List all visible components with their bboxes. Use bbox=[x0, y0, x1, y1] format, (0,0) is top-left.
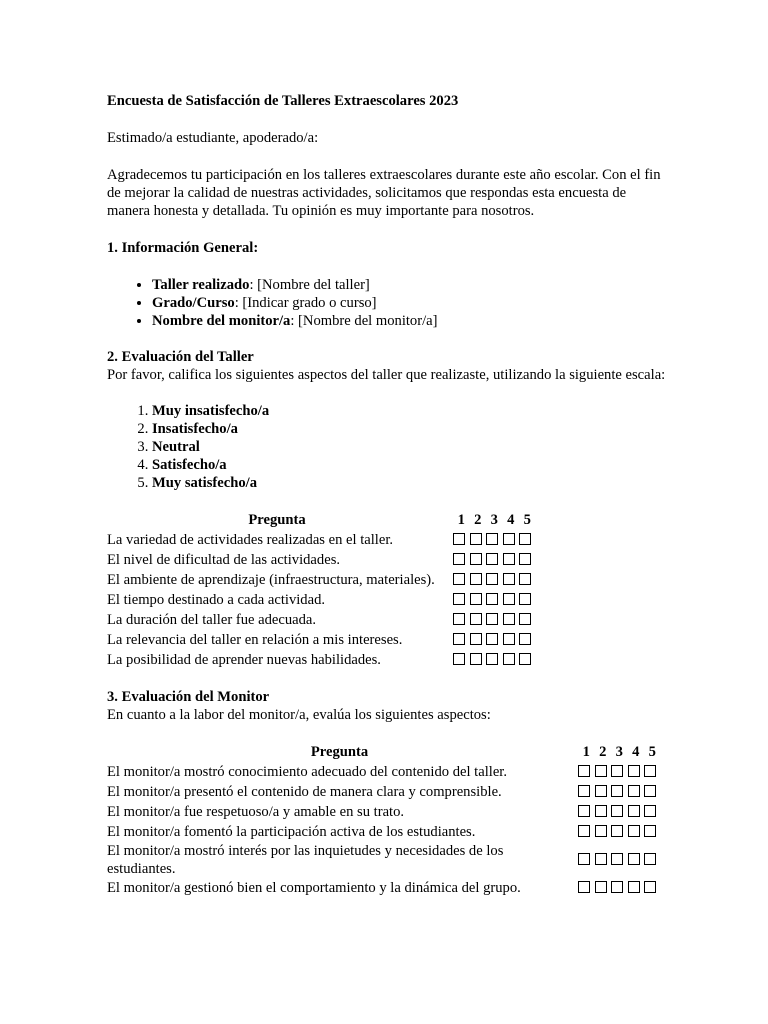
question-text: El monitor/a mostró conocimiento adecuado del contenido del taller. bbox=[107, 764, 507, 780]
rating-checkbox[interactable] bbox=[503, 653, 515, 665]
rating-checkbox[interactable] bbox=[486, 533, 498, 545]
scale-item: 1. Muy insatisfecho/a bbox=[152, 402, 667, 420]
section2-heading: 2. Evaluación del Taller bbox=[107, 349, 254, 365]
rating-checkbox[interactable] bbox=[628, 785, 640, 797]
rating-checkbox[interactable] bbox=[453, 533, 465, 545]
rating-checkbox[interactable] bbox=[644, 853, 656, 865]
question-column-header: Pregunta bbox=[310, 744, 369, 760]
rating-checkbox[interactable] bbox=[470, 653, 482, 665]
rating-checkbox-group bbox=[447, 530, 536, 550]
rating-checkbox[interactable] bbox=[628, 853, 640, 865]
rating-checkbox[interactable] bbox=[453, 613, 465, 625]
scale-item: 3. Neutral bbox=[152, 438, 667, 456]
rating-checkbox[interactable] bbox=[644, 805, 656, 817]
rating-checkbox[interactable] bbox=[644, 765, 656, 777]
rating-checkbox[interactable] bbox=[519, 653, 531, 665]
rating-checkbox[interactable] bbox=[470, 593, 482, 605]
rating-checkbox[interactable] bbox=[595, 785, 607, 797]
rating-checkbox[interactable] bbox=[453, 653, 465, 665]
section1-heading: 1. Información General: bbox=[107, 240, 259, 256]
rating-checkbox[interactable] bbox=[453, 633, 465, 645]
question-text: El nivel de dificultad de las actividades. bbox=[107, 552, 341, 568]
scale-item: 2. Insatisfecho/a bbox=[152, 420, 667, 438]
rating-checkbox[interactable] bbox=[595, 853, 607, 865]
rating-checkbox[interactable] bbox=[595, 805, 607, 817]
question-text: El monitor/a fue respetuoso/a y amable en su trato. bbox=[107, 804, 405, 820]
rating-checkbox[interactable] bbox=[611, 853, 623, 865]
rating-checkbox[interactable] bbox=[470, 533, 482, 545]
rating-checkbox[interactable] bbox=[578, 853, 590, 865]
section2-description: Por favor, califica los siguientes aspectos del taller que realizaste, utilizando la siguiente escala: bbox=[107, 367, 666, 383]
rating-checkbox[interactable] bbox=[453, 553, 465, 565]
rating-checkbox[interactable] bbox=[470, 553, 482, 565]
rating-checkbox[interactable] bbox=[578, 785, 590, 797]
info-value: : [Nombre del monitor/a] bbox=[290, 313, 438, 329]
rating-checkbox[interactable] bbox=[519, 613, 531, 625]
section3-description: En cuanto a la labor del monitor/a, evalúa los siguientes aspectos: bbox=[107, 707, 491, 723]
rating-checkbox[interactable] bbox=[611, 881, 623, 893]
table-row bbox=[107, 610, 536, 630]
intro-paragraph: Agradecemos tu participación en los talleres extraescolares durante este año escolar. Con el fin de mejorar la calidad de nuestras actividades, solicitamos que respondas esta encuesta de manera honesta y detallada. Tu opinión es muy importante para nosotros. bbox=[107, 167, 661, 219]
info-item-grado bbox=[152, 294, 667, 312]
rating-checkbox[interactable] bbox=[470, 633, 482, 645]
rating-checkbox-group bbox=[572, 842, 661, 878]
rating-checkbox-group bbox=[447, 650, 536, 670]
document-title: Encuesta de Satisfacción de Talleres Extraescolares 2023 bbox=[107, 93, 459, 109]
scale-item: 5. Muy satisfecho/a bbox=[152, 474, 667, 492]
info-label: Nombre del monitor/a bbox=[152, 313, 291, 329]
rating-checkbox[interactable] bbox=[519, 573, 531, 585]
info-label: Taller realizado bbox=[152, 277, 250, 293]
rating-checkbox[interactable] bbox=[644, 785, 656, 797]
question-text: El monitor/a mostró interés por las inquietudes y necesidades de los estudiantes. bbox=[107, 843, 504, 877]
rating-checkbox[interactable] bbox=[628, 825, 640, 837]
rating-checkbox-group bbox=[447, 570, 536, 590]
monitor-evaluation-table bbox=[107, 742, 661, 898]
rating-scale-list bbox=[107, 402, 667, 492]
info-value: : [Indicar grado o curso] bbox=[234, 295, 377, 311]
rating-checkbox[interactable] bbox=[611, 825, 623, 837]
rating-checkbox-group bbox=[447, 550, 536, 570]
scale-item: 4. Satisfecho/a bbox=[152, 456, 667, 474]
table-row bbox=[107, 570, 536, 590]
table-row bbox=[107, 822, 661, 842]
table-row bbox=[107, 842, 661, 878]
rating-checkbox[interactable] bbox=[486, 633, 498, 645]
rating-checkbox[interactable] bbox=[503, 573, 515, 585]
rating-checkbox[interactable] bbox=[595, 881, 607, 893]
question-text: El tiempo destinado a cada actividad. bbox=[107, 592, 326, 608]
rating-checkbox[interactable] bbox=[453, 593, 465, 605]
rating-checkbox[interactable] bbox=[628, 765, 640, 777]
table-header-row bbox=[107, 510, 536, 530]
table-row bbox=[107, 650, 536, 670]
rating-checkbox[interactable] bbox=[611, 785, 623, 797]
rating-checkbox[interactable] bbox=[503, 553, 515, 565]
rating-checkbox[interactable] bbox=[519, 593, 531, 605]
info-item-taller bbox=[152, 276, 667, 294]
rating-checkbox[interactable] bbox=[453, 573, 465, 585]
table-row bbox=[107, 782, 661, 802]
question-column-header: Pregunta bbox=[248, 512, 306, 528]
info-value: : [Nombre del taller] bbox=[249, 277, 370, 293]
question-text: El monitor/a fomentó la participación activa de los estudiantes. bbox=[107, 824, 476, 840]
taller-evaluation-table bbox=[107, 510, 536, 670]
table-row bbox=[107, 878, 661, 898]
question-text: La relevancia del taller en relación a mis intereses. bbox=[107, 632, 403, 648]
table-row bbox=[107, 590, 536, 610]
info-label: Grado/Curso bbox=[152, 295, 235, 311]
rating-checkbox[interactable] bbox=[611, 805, 623, 817]
rating-checkbox[interactable] bbox=[470, 613, 482, 625]
general-info-list bbox=[107, 276, 667, 330]
rating-checkbox-group bbox=[572, 762, 661, 782]
rating-checkbox[interactable] bbox=[595, 765, 607, 777]
table-row bbox=[107, 802, 661, 822]
rating-checkbox-group bbox=[572, 802, 661, 822]
rating-checkbox[interactable] bbox=[503, 613, 515, 625]
table-row bbox=[107, 762, 661, 782]
table-row bbox=[107, 530, 536, 550]
rating-checkbox[interactable] bbox=[644, 881, 656, 893]
table-row bbox=[107, 630, 536, 650]
rating-checkbox[interactable] bbox=[486, 553, 498, 565]
rating-checkbox[interactable] bbox=[503, 593, 515, 605]
table-row bbox=[107, 550, 536, 570]
rating-checkbox[interactable] bbox=[578, 805, 590, 817]
rating-checkbox[interactable] bbox=[470, 573, 482, 585]
rating-checkbox[interactable] bbox=[503, 533, 515, 545]
scale-column-header: 1 2 3 4 5 bbox=[582, 744, 656, 760]
rating-checkbox[interactable] bbox=[628, 805, 640, 817]
rating-checkbox[interactable] bbox=[519, 553, 531, 565]
rating-checkbox-group bbox=[447, 590, 536, 610]
rating-checkbox[interactable] bbox=[503, 633, 515, 645]
rating-checkbox[interactable] bbox=[611, 765, 623, 777]
scale-column-header: 1 2 3 4 5 bbox=[457, 512, 531, 528]
rating-checkbox-group bbox=[572, 822, 661, 842]
question-text: La duración del taller fue adecuada. bbox=[107, 612, 317, 628]
rating-checkbox[interactable] bbox=[519, 533, 531, 545]
rating-checkbox[interactable] bbox=[486, 653, 498, 665]
rating-checkbox-group bbox=[447, 610, 536, 630]
rating-checkbox-group bbox=[447, 630, 536, 650]
rating-checkbox[interactable] bbox=[486, 613, 498, 625]
question-text: La posibilidad de aprender nuevas habilidades. bbox=[107, 652, 381, 668]
rating-checkbox[interactable] bbox=[644, 825, 656, 837]
question-text: La variedad de actividades realizadas en el taller. bbox=[107, 532, 394, 548]
rating-checkbox[interactable] bbox=[628, 881, 640, 893]
question-text: El monitor/a gestionó bien el comportamiento y la dinámica del grupo. bbox=[107, 880, 521, 896]
section3-heading: 3. Evaluación del Monitor bbox=[107, 689, 270, 705]
rating-checkbox[interactable] bbox=[486, 573, 498, 585]
rating-checkbox-group bbox=[572, 782, 661, 802]
rating-checkbox[interactable] bbox=[578, 881, 590, 893]
table-header-row bbox=[107, 742, 661, 762]
rating-checkbox[interactable] bbox=[578, 825, 590, 837]
rating-checkbox[interactable] bbox=[519, 633, 531, 645]
info-item-monitor bbox=[152, 312, 667, 330]
rating-checkbox[interactable] bbox=[595, 825, 607, 837]
rating-checkbox[interactable] bbox=[578, 765, 590, 777]
greeting: Estimado/a estudiante, apoderado/a: bbox=[107, 130, 319, 146]
document-page bbox=[107, 92, 667, 916]
rating-checkbox[interactable] bbox=[486, 593, 498, 605]
question-text: El ambiente de aprendizaje (infraestructura, materiales). bbox=[107, 572, 435, 588]
question-text: El monitor/a presentó el contenido de manera clara y comprensible. bbox=[107, 784, 502, 800]
rating-checkbox-group bbox=[572, 878, 661, 898]
